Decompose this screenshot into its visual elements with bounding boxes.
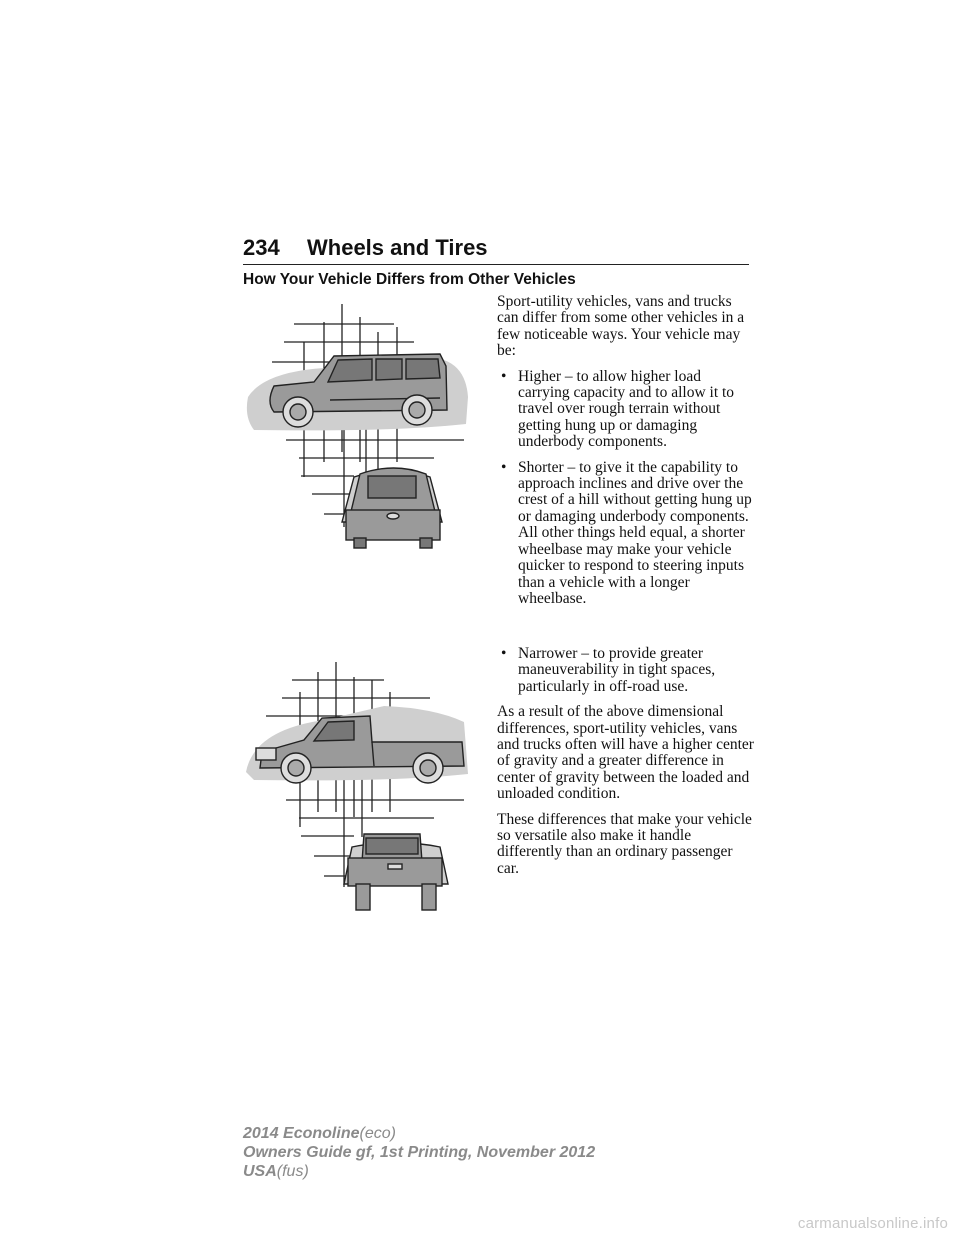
footer-line-2 [243, 1143, 595, 1162]
bullet-narrower [497, 646, 755, 695]
bullet-text: Higher – to allow higher load carrying capacity and to allow it to travel over rough terrain without getting hung up or damaging underbody components. [518, 367, 735, 451]
footer-model-code: (eco) [359, 1125, 396, 1142]
body-text-column-lower [497, 646, 755, 886]
page-footer [243, 1124, 595, 1181]
footer-line-3 [243, 1162, 595, 1181]
suv-illustration [244, 302, 470, 552]
bullet-dot: • [501, 367, 507, 385]
footer-market-code: (fus) [276, 1163, 309, 1180]
result-paragraph: As a result of the above dimensional differences, sport-utility vehicles, vans and trucks often will have a higher center of gravity and a greater difference in center of gravity between the loaded and unloaded condition. [497, 703, 754, 803]
versatile-paragraph: These differences that make your vehicle so versatile also make it handle differently than an ordinary passenger car. [497, 810, 752, 877]
page-header [243, 234, 749, 265]
body-text-column [497, 294, 755, 616]
watermark: carmanualsonline.info [797, 1215, 948, 1232]
bullet-text: Shorter – to give it the capability to approach inclines and drive over the crest of a hill without getting hung up or damaging underbody components. All other things held equal, a shorter wheelbase may make your vehicle quicker to respond to steering inputs than a vehicle with a longer wheelbase. [518, 458, 752, 607]
bullet-text: Narrower – to provide greater maneuverability in tight spaces, particularly in off-road use. [518, 645, 716, 695]
chapter-title: Wheels and Tires [307, 235, 488, 260]
intro-paragraph: Sport-utility vehicles, vans and trucks can differ from some other vehicles in a few noticeable ways. Your vehicle may be: [497, 293, 745, 360]
footer-market: USA [243, 1163, 277, 1180]
bullet-shorter [497, 460, 755, 608]
pickup-illustration [244, 662, 470, 912]
bullet-dot: • [501, 458, 507, 476]
footer-model: 2014 Econoline [243, 1125, 360, 1142]
bullet-higher [497, 369, 755, 451]
bullet-dot: • [501, 645, 507, 662]
page-number: 234 [243, 235, 280, 260]
footer-guide-info: Owners Guide gf, 1st Printing, November 2012 [243, 1144, 596, 1161]
section-heading: How Your Vehicle Differs from Other Vehicles [243, 271, 576, 288]
footer-line-1 [243, 1124, 595, 1143]
